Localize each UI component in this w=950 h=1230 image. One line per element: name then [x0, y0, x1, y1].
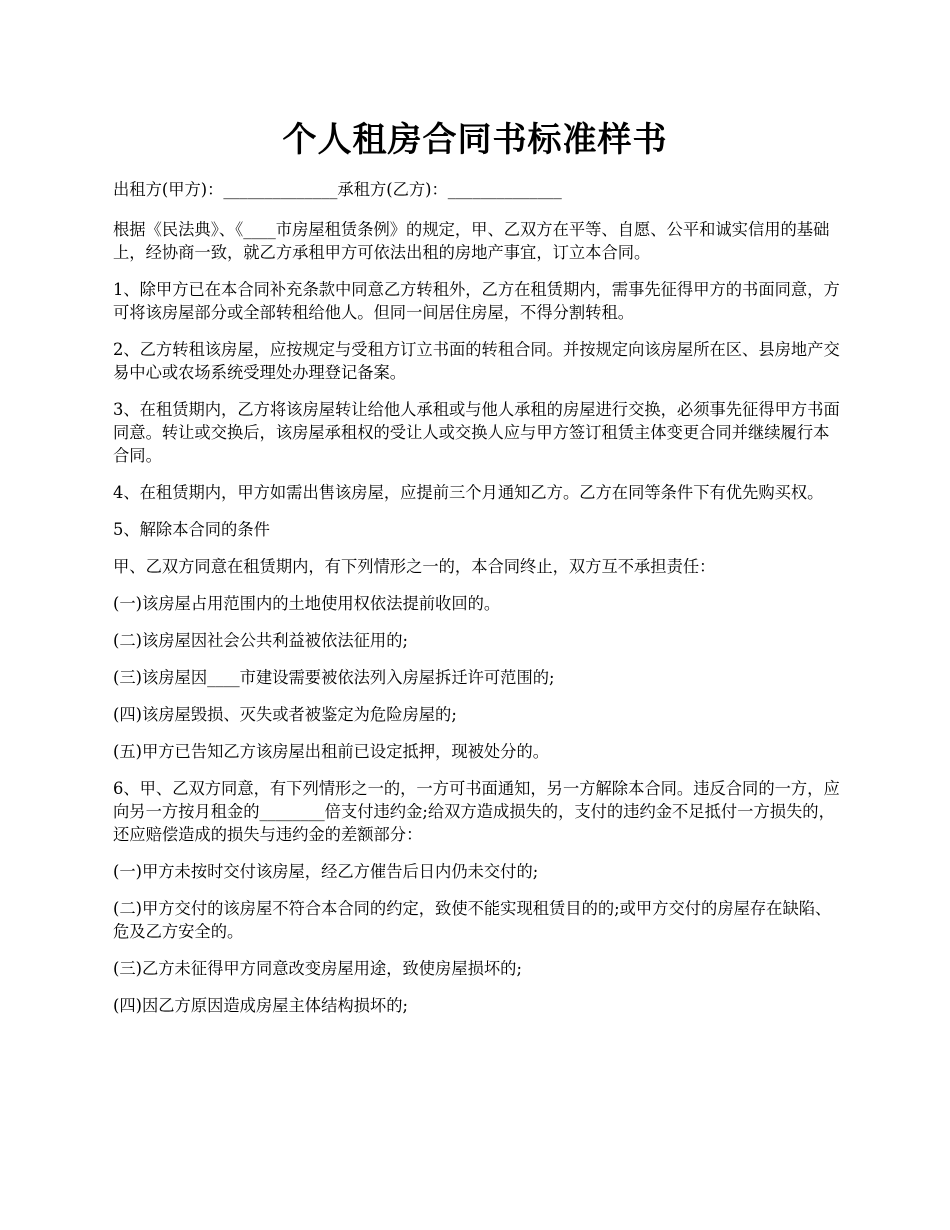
- clause-6-paragraph: 6、甲、乙双方同意，有下列情形之一的，一方可书面通知，另一方解除本合同。违反合同的一方，应向另一方按月租金的________倍支付违约金;给双方造成损失的，支付的违约金不足抵付一方损失的，还应赔偿造成的损失与违约金的差额部分：: [113, 779, 840, 844]
- clause-6-item-1: (一)甲方未按时交付该房屋，经乙方催告后日内仍未交付的;: [113, 862, 539, 881]
- clause-6-item-3: (三)乙方未征得甲方同意改变房屋用途，致使房屋损坏的;: [113, 959, 522, 978]
- parties-line: [113, 178, 841, 201]
- preamble-paragraph: 根据《民法典》、《____市房屋租赁条例》的规定，甲、乙双方在平等、自愿、公平和诚实信用的基础上，经协商一致，就乙方承租甲方可依法出租的房地产事宜，订立本合同。: [113, 220, 830, 262]
- clause-5-item-4: (四)该房屋毁损、灭失或者被鉴定为危险房屋的;: [113, 705, 457, 724]
- lessee-field: 承租方(乙方)：______________: [337, 180, 562, 199]
- lessor-field: 出租方(甲方)：______________: [113, 180, 338, 199]
- clause-5-item-2: (二)该房屋因社会公共利益被依法征用的;: [113, 631, 408, 650]
- document-title: 个人租房合同书标准样书: [282, 120, 668, 160]
- clause-4-paragraph: 4、在租赁期内，甲方如需出售该房屋，应提前三个月通知乙方。乙方在同等条件下有优先购买权。: [113, 483, 824, 502]
- clause-5-item-5: (五)甲方已告知乙方该房屋出租前已设定抵押，现被处分的。: [113, 742, 550, 761]
- clause-5-item-3: (三)该房屋因____市建设需要被依法列入房屋拆迁许可范围的;: [113, 668, 555, 687]
- clause-5-heading: 5、解除本合同的条件: [113, 520, 270, 539]
- clause-6-item-4: (四)因乙方原因造成房屋主体结构损坏的;: [113, 996, 408, 1015]
- clause-3-paragraph: 3、在租赁期内，乙方将该房屋转让给他人承租或与他人承租的房屋进行交换，必须事先征得甲方书面同意。转让或交换后，该房屋承租权的受让人或交换人应与甲方签订租赁主体变更合同并继续履行本合同。: [113, 400, 840, 465]
- clause-5-item-1: (一)该房屋占用范围内的土地使用权依法提前收回的。: [113, 594, 501, 613]
- document-body: [113, 178, 841, 1031]
- clause-2-paragraph: 2、乙方转租该房屋，应按规定与受租方订立书面的转租合同。并按规定向该房屋所在区、县房地产交易中心或农场系统受理处办理登记备案。: [113, 340, 840, 382]
- clause-6-item-2: (二)甲方交付的该房屋不符合本合同的约定，致使不能实现租赁目的的;或甲方交付的房屋存在缺陷、危及乙方安全的。: [113, 899, 832, 941]
- clause-1-paragraph: 1、除甲方已在本合同补充条款中同意乙方转租外，乙方在租赁期内，需事先征得甲方的书面同意，方可将该房屋部分或全部转租给他人。但同一间居住房屋，不得分割转租。: [113, 280, 840, 322]
- clause-5-intro: 甲、乙双方同意在租赁期内，有下列情形之一的，本合同终止，双方互不承担责任：: [113, 557, 716, 576]
